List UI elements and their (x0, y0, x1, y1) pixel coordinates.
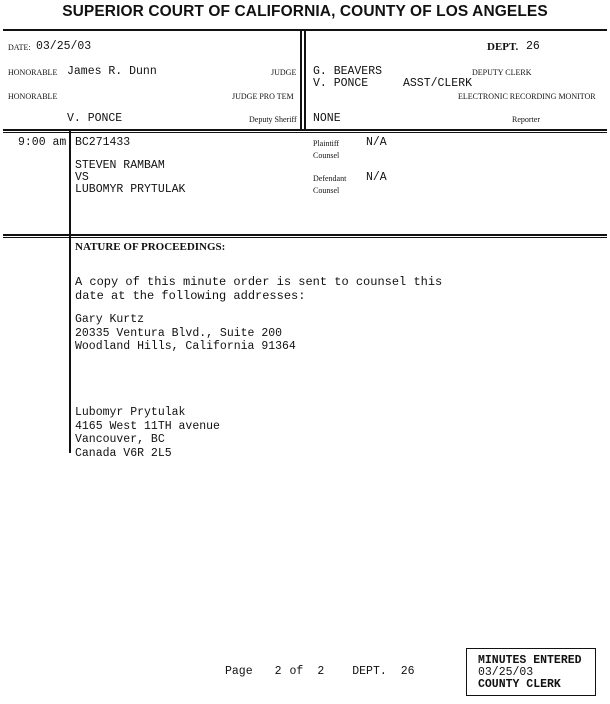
sheriff-name: V. PONCE (67, 112, 123, 125)
calendar-time: 9:00 am (18, 136, 67, 149)
stamp-line-2: 03/25/03 (478, 666, 534, 679)
plaintiff-counsel-label-line1: Plaintiff (313, 139, 340, 148)
address-line: 20335 Ventura Blvd., Suite 200 (75, 326, 283, 340)
header-bottom-rule-2 (3, 132, 607, 133)
defendant-name: LUBOMYR PRYTULAK (75, 183, 186, 196)
intro-line: A copy of this minute order is sent to counsel this (75, 275, 443, 289)
plaintiff-counsel-label (313, 138, 339, 162)
defendant-counsel-label-line2: Counsel (313, 186, 340, 195)
plaintiff-name: STEVEN RAMBAM (75, 159, 165, 172)
page-footer (225, 665, 415, 678)
date-label: DATE: (8, 43, 31, 52)
page-number: 2 (274, 665, 282, 678)
asst-clerk-name: V. PONCE (313, 77, 369, 90)
header-divider-left (300, 30, 302, 130)
judge-pro-tem-label: JUDGE PRO TEM (232, 92, 294, 101)
judge-name: James R. Dunn (67, 65, 157, 78)
deputy-clerk-label: DEPUTY CLERK (472, 68, 532, 77)
address-line: Vancouver, BC (75, 433, 165, 446)
intro-line: date at the following addresses: (75, 288, 306, 303)
address-block-kurtz (75, 313, 296, 354)
erm-label: ELECTRONIC RECORDING MONITOR (458, 92, 596, 101)
footer-dept-value: 26 (400, 665, 415, 678)
time-column-divider (69, 131, 71, 453)
case-parties (75, 160, 185, 196)
plaintiff-counsel-label-line2: Counsel (313, 151, 340, 160)
case-number: BC271433 (75, 136, 131, 149)
minutes-entered-stamp (466, 648, 596, 696)
versus: VS (75, 171, 89, 184)
defendant-counsel-label-line1: Defendant (313, 174, 347, 183)
reporter-label: Reporter (512, 115, 540, 124)
deputy-clerk-name: G. BEAVERS (313, 65, 383, 78)
page-label: Page (225, 665, 253, 678)
dept-label: DEPT. (487, 41, 519, 53)
dept-value: 26 (526, 40, 540, 53)
proceedings-heading: NATURE OF PROCEEDINGS: (75, 241, 226, 253)
proceedings-intro (75, 276, 442, 303)
honorable-label: HONORABLE (8, 68, 58, 77)
address-line: Canada V6R 2L5 (75, 446, 172, 460)
plaintiff-counsel-value: N/A (366, 136, 387, 149)
honorable-label-2: HONORABLE (8, 92, 58, 101)
defendant-counsel-value: N/A (366, 171, 387, 184)
page-total: 2 (317, 665, 325, 678)
stamp-line-3: COUNTY CLERK (478, 678, 561, 691)
court-title: SUPERIOR COURT OF CALIFORNIA, COUNTY OF LOS ANGELES (62, 3, 548, 20)
date-value: 03/25/03 (36, 40, 92, 53)
asst-clerk-label: ASST/CLERK (403, 77, 473, 90)
header-bottom-rule (3, 129, 607, 131)
header-divider-right (304, 30, 306, 130)
address-line: Woodland Hills, California 91364 (75, 340, 296, 353)
proceedings-rule (3, 234, 607, 236)
address-block-prytulak (75, 406, 220, 460)
address-line: Lubomyr Prytulak (75, 406, 186, 419)
stamp-line-1: MINUTES ENTERED (478, 654, 582, 667)
sheriff-label: Deputy Sheriff (249, 115, 297, 124)
address-line: Gary Kurtz (75, 313, 145, 326)
defendant-counsel-label (313, 173, 346, 197)
address-line: 4165 West 11TH avenue (75, 419, 220, 433)
judge-label: JUDGE (271, 68, 297, 77)
of-label: of (289, 665, 304, 678)
proceedings-rule-2 (3, 237, 607, 238)
reporter-value: NONE (313, 112, 341, 125)
footer-dept-label: DEPT. (352, 665, 387, 678)
